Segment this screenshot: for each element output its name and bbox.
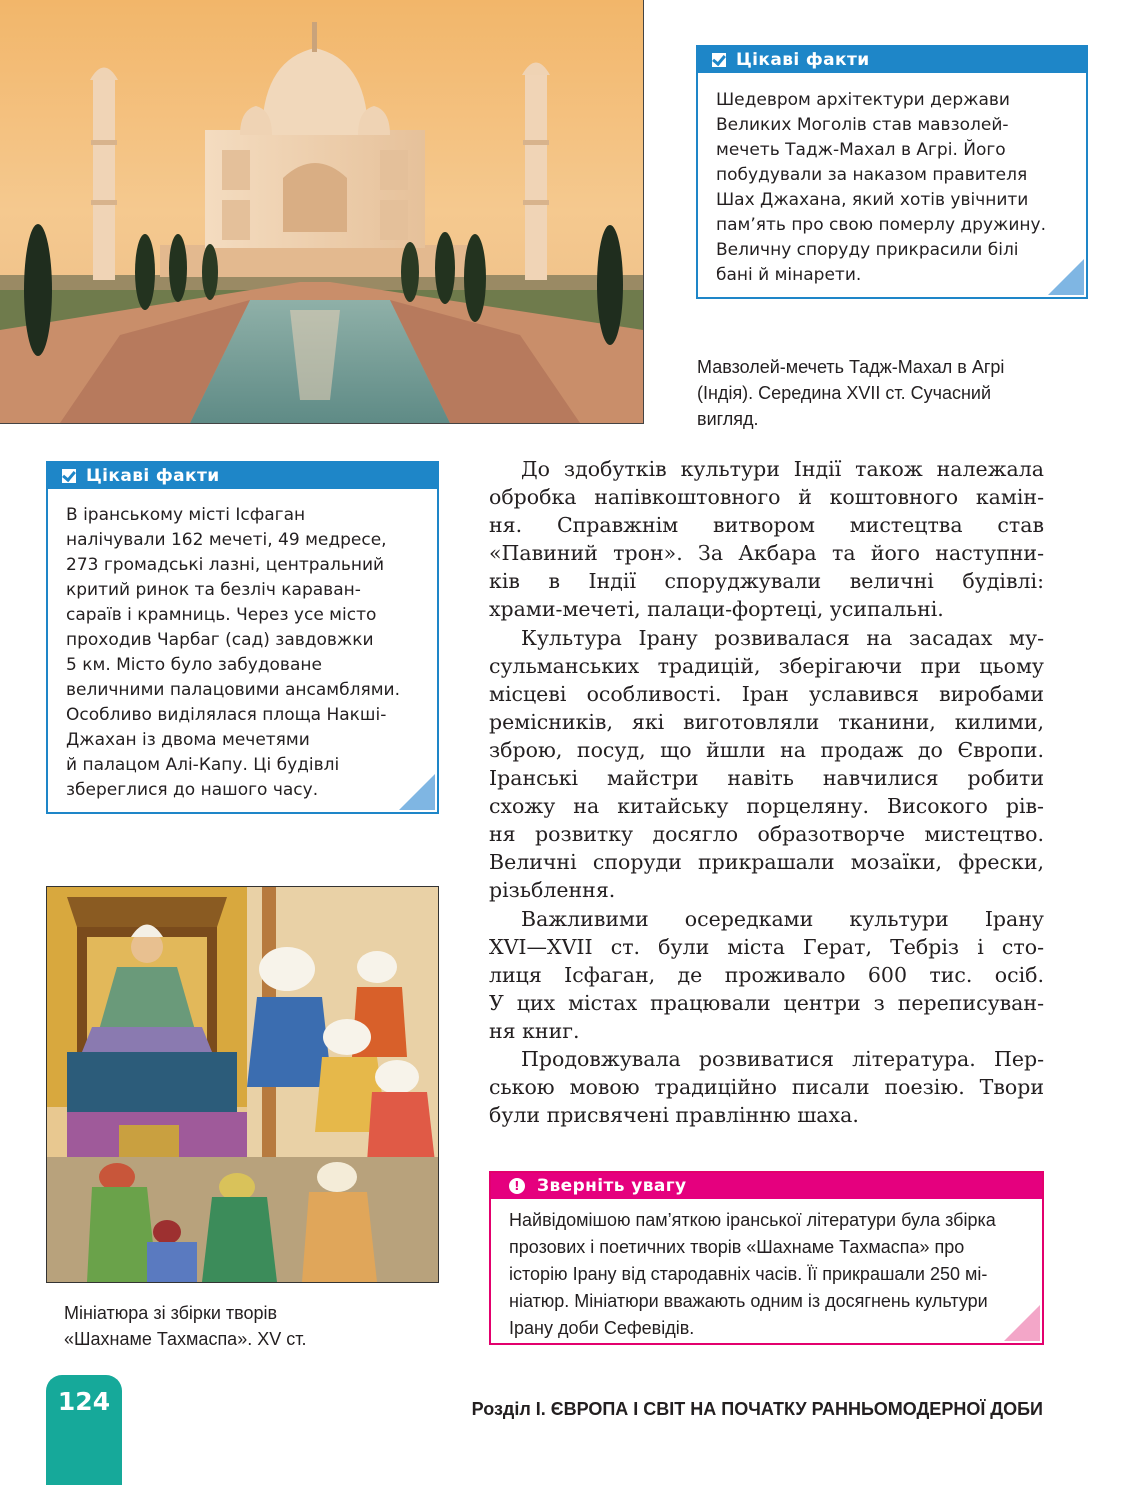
text-line: пам’ять про свою померлу дружину. [716, 215, 1046, 235]
fact-box-title: Цікаві факти [736, 50, 870, 70]
paragraph-line: ків в Індії споруджували величні будівлі: [489, 569, 1044, 594]
paragraph-line: ремісників, які виготовляли тканини, килими, [489, 709, 1044, 734]
paragraph-line: зброю, посуд, що йшли на продаж до Європи. [489, 737, 1044, 762]
fact-box-header [48, 463, 437, 489]
corner-decoration [1048, 259, 1084, 295]
photo-caption [697, 354, 1004, 432]
text-line: критий ринок та безліч каравaн- [66, 580, 361, 600]
paragraph-line: Продовжувала розвиватися література. Пер- [521, 1046, 1044, 1071]
text-line: історію Ірану від стародавніх часів. Її прикрашали 250 мі- [509, 1264, 988, 1284]
section-title: Розділ І. ЄВРОПА І СВІТ НА ПОЧАТКУ РАННЬОМОДЕРНОЇ ДОБИ [471, 1399, 1043, 1419]
page-number-tab [46, 1375, 122, 1485]
paragraph-line: Іранські майстри навіть навчилися робити [489, 766, 1044, 791]
checkbox-icon [712, 53, 726, 67]
text-line: Шах Джахана, який хотів увічнити [716, 190, 1029, 210]
checkbox-icon [62, 469, 76, 483]
caption-line: «Шахнаме Тахмаспа». XV ст. [64, 1329, 307, 1349]
fact-box-isfahan [46, 461, 439, 814]
text-line: Шедевром архітектури держави [716, 90, 1010, 110]
main-text [489, 455, 1044, 1129]
corner-decoration [399, 774, 435, 810]
caption-line: (Індія). Середина XVII ст. Сучасний [697, 383, 992, 403]
paragraph-line: Важливими осередками культури Ірану [521, 906, 1044, 931]
text-line: В іранському місті Ісфаган [66, 505, 306, 525]
paragraph-line: різьблення. [489, 878, 616, 903]
text-line: мечеть Тадж-Махал в Агрі. Його [716, 140, 1006, 160]
text-line: й палацом Алі-Капу. Ці будівлі [66, 755, 340, 775]
caption-line: Мавзолей-мечеть Тадж-Махал в Агрі [697, 357, 1005, 377]
text-line: побудували за наказом правителя [716, 165, 1028, 185]
paragraph-line: лиця Ісфаган, де проживало 600 тис. осіб. [489, 962, 1044, 987]
page-number: 124 [57, 1387, 111, 1416]
paragraph-line: ня. Справжнім витвором мистецтва став [489, 513, 1044, 538]
text-line: Величну споруду прикрасили білі [716, 240, 1019, 260]
text-line: Ірану доби Сефевідів. [509, 1318, 695, 1338]
text-line: налічували 162 мечеті, 49 медресе, [66, 530, 387, 550]
paragraph-line: Культура Ірану розвивалася на засадах му- [521, 625, 1044, 650]
paragraph-line: Величні споруди прикрашали мозаїки, фрески, [489, 850, 1044, 875]
fact-box-text [48, 489, 437, 803]
attention-box [489, 1171, 1044, 1345]
caption-line: Мініатюра зі збірки творів [64, 1303, 278, 1323]
paragraph-line: були присвячені правлінню шаха. [489, 1103, 859, 1128]
paragraph-line: ня книг. [489, 1018, 580, 1043]
text-line: величними палацовими ансамблями. [66, 680, 400, 700]
paragraph-line: До здобутків культури Індії також належала [521, 457, 1044, 481]
attention-box-text [491, 1199, 1042, 1342]
text-line: бані й мінарети. [716, 265, 862, 285]
paragraph-line: ською мовою традиційно писали поезію. Твори [489, 1075, 1044, 1100]
paragraph-line: місцеві особливості. Іран уславився виробами [489, 681, 1044, 706]
taj-mahal-photo [0, 0, 644, 424]
paragraph-line: У цих містах працювали центри з переписуван- [489, 990, 1044, 1015]
text-line: сараїв і крамниць. Через усе місто [66, 605, 377, 625]
paragraph-line: «Павиний трон». За Акбара та його наступни- [489, 541, 1044, 566]
text-line: 5 км. Місто було забудоване [66, 655, 322, 675]
text-line: збереглися до нашого часу. [66, 780, 319, 800]
text-line: Особливо виділялася площа Накші- [66, 705, 387, 725]
painting-caption [64, 1300, 306, 1352]
text-line: 273 громадські лазні, центральний [66, 555, 385, 575]
paragraph-line: ня розвитку досягло образотворче мистецтво. [489, 822, 1044, 847]
fact-box-title: Цікаві факти [86, 466, 220, 486]
paragraph-line: обробка напівкоштовного й коштовного камін- [489, 485, 1044, 510]
text-line: Великих Моголів став мавзолей- [716, 115, 1009, 135]
corner-decoration [1004, 1305, 1040, 1341]
persian-miniature-image [46, 886, 439, 1283]
text-line: Джахан із двома мечетями [66, 730, 310, 750]
paragraph-line: храми-мечеті, палаци-фортеці, усипальні. [489, 597, 944, 622]
paragraph-line: сульманських традицій, зберігаючи при цьому [489, 653, 1044, 678]
attention-box-title: Зверніть увагу [537, 1176, 687, 1196]
paragraph-line: XVI—XVII ст. були міста Герат, Тебріз і сто- [489, 934, 1044, 959]
fact-box-text [698, 73, 1086, 288]
text-line: Найвідомішою пам’яткою іранської літератури була збірка [509, 1210, 996, 1230]
fact-box-taj-mahal [696, 45, 1088, 299]
exclamation-icon: ! [509, 1178, 525, 1194]
attention-box-header [491, 1173, 1042, 1199]
text-line: проходив Чарбаг (сад) завдовжки [66, 630, 374, 650]
caption-line: вигляд. [697, 409, 759, 429]
text-line: прозових і поетичних творів «Шахнаме Тахмаспа» про [509, 1237, 965, 1257]
fact-box-header [698, 47, 1086, 73]
paragraph-line: схожу на китайську порцеляну. Високого рів- [489, 794, 1044, 819]
text-line: ніатюр. Мініатюри вважають одним із досягнень культури [509, 1291, 988, 1311]
